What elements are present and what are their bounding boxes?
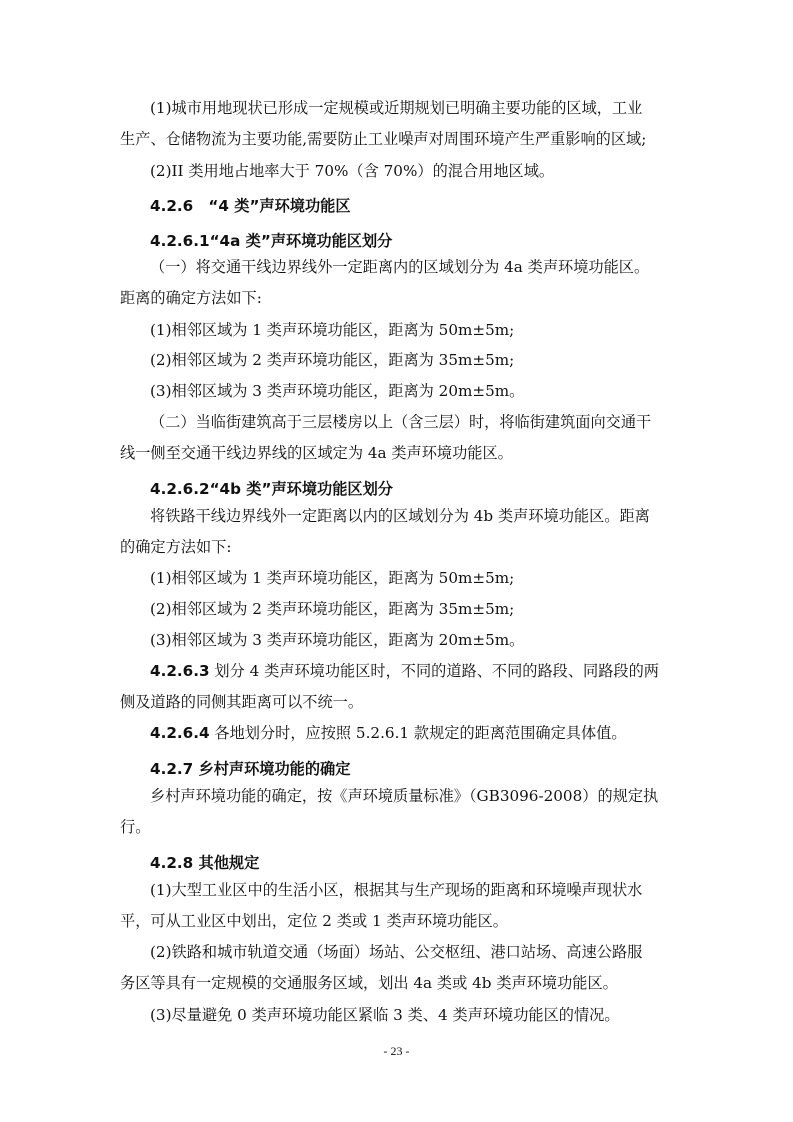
section-heading: 4.2.8 其他规定	[150, 854, 260, 872]
paragraph-line: （一）将交通干线边界线外一定距离内的区域划分为 4a 类声环境功能区。	[150, 258, 650, 276]
paragraph-line: （二）当临街建筑高于三层楼房以上（含三层）时，将临街建筑面向交通干	[150, 413, 652, 431]
section-heading: 4.2.7 乡村声环境功能的确定	[150, 760, 351, 778]
paragraph-line: (2)II 类用地占地率大于 70%（含 70%）的混合用地区域。	[150, 162, 555, 180]
clause-text: 划分 4 类声环境功能区时，不同的道路、不同的路段、同路段的两	[209, 662, 659, 680]
paragraph-line: (1)大型工业区中的生活小区，根据其与生产现场的距离和环境噪声现状水	[150, 881, 643, 899]
paragraph-line: 乡村声环境功能的确定，按《声环境质量标准》（GB3096-2008）的规定执	[150, 787, 659, 805]
paragraph-line: 的确定方法如下:	[120, 538, 232, 556]
paragraph-line: 距离的确定方法如下:	[120, 289, 262, 307]
paragraph-line: 务区等具有一定规模的交通服务区域，划出 4a 类或 4b 类声环境功能区。	[120, 974, 618, 992]
paragraph-line	[150, 723, 627, 743]
paragraph-line: 将铁路干线边界线外一定距离以内的区域划分为 4b 类声环境功能区。距离	[150, 507, 650, 525]
paragraph-line: (2)铁路和城市轨道交通（场面）场站、公交枢纽、港口站场、高速公路服	[150, 943, 643, 961]
paragraph-line: 线一侧至交通干线边界线的区域定为 4a 类声环境功能区。	[120, 444, 513, 462]
paragraph-line: (3)相邻区域为 3 类声环境功能区，距离为 20m±5m。	[150, 631, 525, 649]
paragraph-line: (1)相邻区域为 1 类声环境功能区，距离为 50m±5m;	[150, 569, 515, 587]
paragraph-line: (2)相邻区域为 2 类声环境功能区，距离为 35m±5m;	[150, 600, 515, 618]
paragraph-line: 侧及道路的同侧其距离可以不统一。	[120, 693, 363, 711]
section-heading: 4.2.6 “4 类”声环境功能区	[150, 197, 351, 215]
paragraph-line: (3)相邻区域为 3 类声环境功能区，距离为 20m±5m。	[150, 382, 525, 400]
paragraph-line: 平，可从工业区中划出，定位 2 类或 1 类声环境功能区。	[120, 912, 508, 930]
subsection-heading: 4.2.6.1“4a 类”声环境功能区划分	[150, 232, 393, 250]
clause-number: 4.2.6.3	[150, 662, 210, 680]
paragraph-line: 生产、仓储物流为主要功能,需要防止工业噪声对周围环境产生严重影响的区域;	[120, 130, 647, 148]
subsection-heading: 4.2.6.2“4b 类”声环境功能区划分	[150, 480, 393, 498]
paragraph-line: (1)城市用地现状已形成一定规模或近期规划已明确主要功能的区域，工业	[150, 99, 643, 117]
paragraph-line: (1)相邻区域为 1 类声环境功能区，距离为 50m±5m;	[150, 321, 515, 339]
clause-text: 各地划分时，应按照 5.2.6.1 款规定的距离范围确定具体值。	[209, 724, 627, 742]
paragraph-line	[150, 661, 659, 681]
clause-number: 4.2.6.4	[150, 724, 210, 742]
paragraph-line: 行。	[120, 818, 151, 836]
page-number: - 23 -	[383, 1044, 410, 1058]
paragraph-line: (2)相邻区域为 2 类声环境功能区，距离为 35m±5m;	[150, 351, 515, 369]
paragraph-line: (3)尽量避免 0 类声环境功能区紧临 3 类、4 类声环境功能区的情况。	[150, 1006, 620, 1024]
